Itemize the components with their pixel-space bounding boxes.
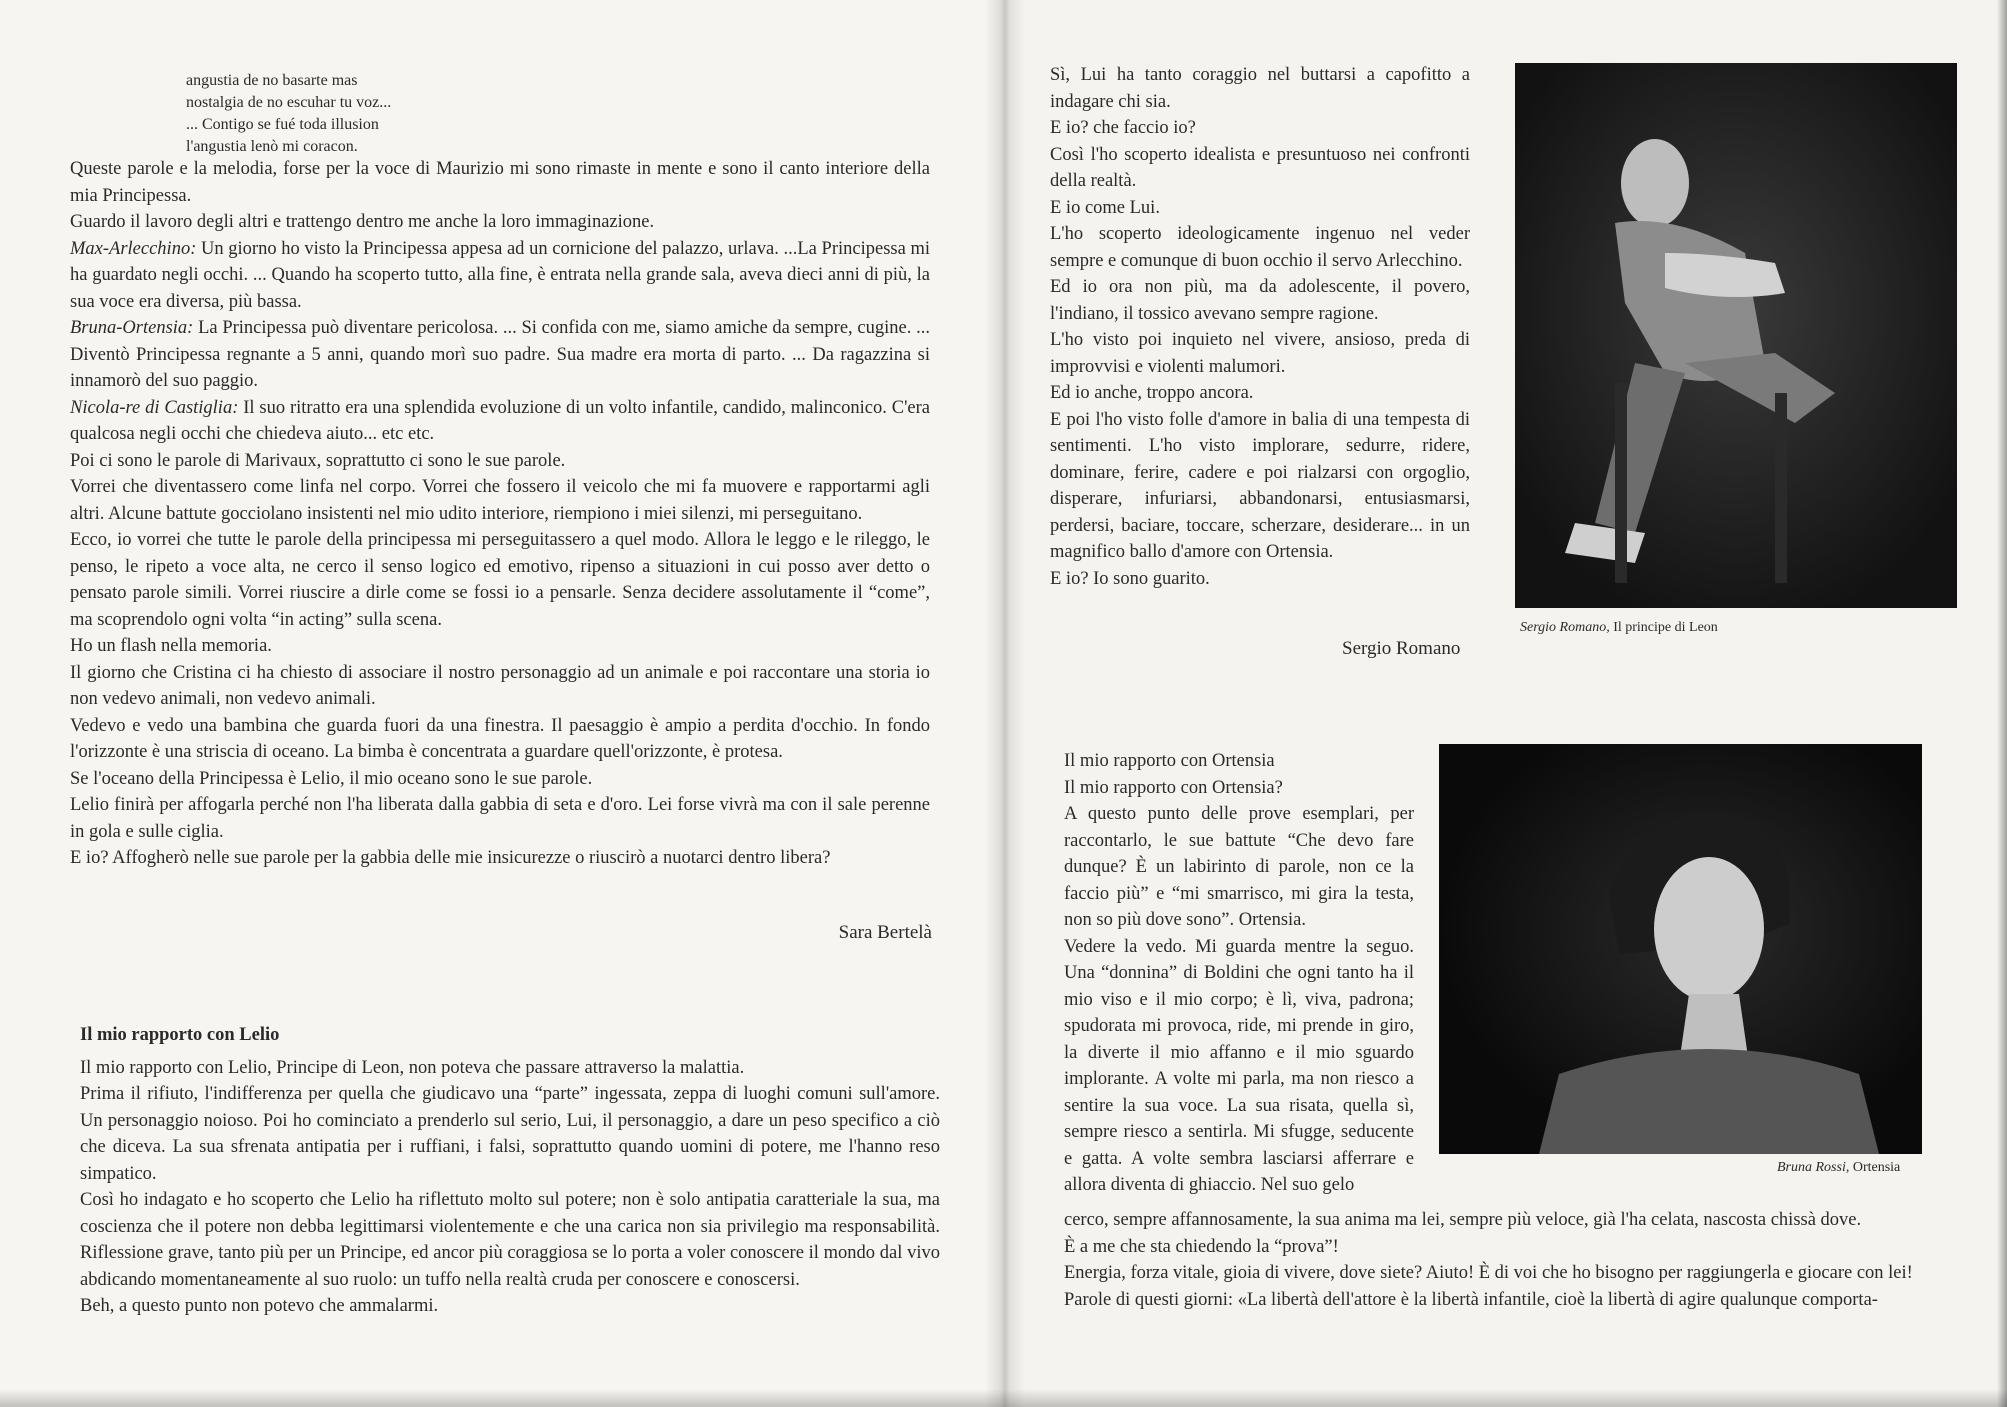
speaker-text: Un giorno ho visto la Principessa appesa ad un cornicione del palazzo, urlava. ...La Principessa mi ha guardato negli occhi. ... Quando ha scoperto tutto, alla fine, è entrata nella grande sala, aveva dieci anni di più, la sua voce era diversa, più bassa. (70, 238, 930, 312)
paragraph: Ed io anche, troppo ancora. (1050, 383, 1254, 403)
signature-sergio-romano: Sergio Romano (1342, 638, 1461, 659)
woman-portrait-photo (1439, 744, 1922, 1154)
speaker-text: Il suo ritratto era una splendida evoluzione di un volto infantile, candido, malinconico. C'era qualcosa negli occhi che chiedeva aiuto... etc etc. (70, 397, 930, 444)
paragraph: Il mio rapporto con Ortensia? (1064, 777, 1283, 798)
poem-line: nostalgia de no escuhar tu voz... (186, 94, 392, 111)
right-top-text (1050, 62, 1470, 592)
paragraph: Vedere la vedo. Mi guarda mentre la seguo. Una “donnina” di Boldini che ogni tanto ha il mio viso e il mio corpo; è lì, viva, padrona; spudorata mi provoca, ride, mi prende in giro, la diverte il mio affanno e il mio sguardo implorante. A volte mi parla, ma non riesco a sentire la sua voce. La sua risata, quella sì, sempre riesco a sentirla. Mi sfugge, seducente e gatta. A volte sembra lasciarsi afferrare e allora diventa di ghiaccio. Nel suo gelo (1064, 936, 1414, 1195)
paragraph: È a me che sta chiedendo la “prova”! (1064, 1236, 1339, 1257)
poem-quote (186, 70, 391, 158)
left-page (0, 0, 1000, 1407)
paragraph: Ho un flash nella memoria. (70, 636, 272, 656)
poem-line: ... Contigo se fué toda illusion (186, 116, 379, 133)
section-heading-lelio: Il mio rapporto con Lelio (80, 1025, 280, 1045)
photo-bruna-rossi (1439, 744, 1922, 1154)
book-gutter (985, 0, 1025, 1407)
paragraph: Vedevo e vedo una bambina che guarda fuori da una finestra. Il paesaggio è ampio a perdita d'occhio. In fondo l'orizzonte è una striscia di oceano. La bimba è concentrata a guardare quell'orizzonte, è protesa. (70, 715, 930, 762)
paragraph: Guardo il lavoro degli altri e trattengo dentro me anche la loro immaginazione. (70, 212, 655, 232)
photo-caption-bruna (1777, 1160, 1900, 1176)
poem-line: l'angustia lenò mi coracon. (186, 138, 358, 155)
speaker-label: Max-Arlecchino: (70, 238, 197, 259)
speaker-text: La Principessa può diventare pericolosa. ... Si confida con me, siamo amiche da sempre, cugine. ... Diventò Principessa regnante a 5 anni, quando morì suo padre. Sua madre era morta di parto. ... Da ragazzina si innamorò del suo paggio. (70, 318, 930, 391)
speaker-label: Nicola-re di Castiglia: (70, 397, 239, 418)
paragraph: E io? che faccio io? (1050, 118, 1196, 138)
paragraph: L'ho visto poi inquieto nel vivere, ansioso, preda di improvvisi e violenti malumori. (1050, 330, 1470, 377)
seated-man-photo (1515, 63, 1957, 608)
paragraph: Così ho indagato e ho scoperto che Lelio ha riflettuto molto sul potere; non è solo antipatia caratteriale la sua, ma coscienza che il potere non debba legittimarsi violentemente e che una carica non sia privilegio ma responsabilità. Riflessione grave, tanto più per un Principe, ed ancor più coraggiosa se lo porta a voler conoscere il mondo dal vivo abdicando momentaneamente al suo ruolo: un tuffo nella realtà cruda per conoscere e conoscersi. (80, 1190, 940, 1290)
paragraph: Vorrei che diventassero come linfa nel corpo. Vorrei che fossero il veicolo che mi fa muovere e rapportarmi agli altri. Alcune battute gocciolano insistenti nel mio udito interiore, riempiono i miei silenzi, mi perseguitano. (70, 477, 930, 524)
photo-sergio-romano (1515, 63, 1957, 608)
right-page (1000, 0, 2007, 1407)
paragraph: Il giorno che Cristina ci ha chiesto di associare il nostro personaggio ad un animale e poi raccontare una storia io non vedevo animali, non vedevo animali. (70, 662, 930, 709)
caption-role: Ortensia (1849, 1160, 1901, 1175)
paragraph: E io? Io sono guarito. (1050, 568, 1210, 589)
paragraph: Queste parole e la melodia, forse per la voce di Maurizio mi sono rimaste in mente e sono il canto interiore della mia Principessa. (70, 159, 930, 206)
paragraph: Se l'oceano della Principessa è Lelio, il mio oceano sono le sue parole. (70, 768, 593, 789)
page-edge-shadow (1997, 0, 2007, 1407)
section-heading-ortensia: Il mio rapporto con Ortensia (1064, 751, 1275, 771)
ortensia-continued (1064, 1207, 1934, 1313)
paragraph: cerco, sempre affannosamente, la sua anima ma lei, sempre più veloce, già l'ha celata, nascosta chissà dove. (1064, 1210, 1862, 1230)
bottom-edge-shadow (0, 1389, 2007, 1407)
poem-line: angustia de no basarte mas (186, 72, 358, 89)
paragraph: E io? Affogherò nelle sue parole per la gabbia delle mie insicurezze o riuscirò a nuotarci dentro libera? (70, 848, 831, 868)
lelio-section (80, 1022, 940, 1320)
paragraph (70, 315, 930, 395)
paragraph: Poi ci sono le parole di Marivaux, soprattutto ci sono le sue parole. (70, 450, 566, 471)
paragraph: Così l'ho scoperto idealista e presuntuoso nei confronti della realtà. (1050, 144, 1470, 191)
speaker-label: Bruna-Ortensia: (70, 318, 194, 338)
paragraph: Sì, Lui ha tanto coraggio nel buttarsi a capofitto a indagare chi sia. (1050, 65, 1470, 112)
paragraph (70, 236, 930, 316)
paragraph (70, 395, 930, 448)
paragraph: L'ho scoperto ideologicamente ingenuo nel veder sempre e comunque di buon occhio il servo Arlecchino. (1050, 224, 1470, 271)
paragraph: Parole di questi giorni: «La libertà dell'attore è la libertà infantile, cioè la libertà di agire qualunque comporta- (1064, 1289, 1878, 1310)
paragraph: A questo punto delle prove esemplari, per raccontarlo, le sue battute “Che devo fare dunque? È un labirinto di parole, non ce la faccio più” e “mi smarrisco, mi gira la testa, non so più dove sono”. Ortensia. (1064, 804, 1414, 930)
photo-caption-sergio (1520, 620, 1718, 636)
paragraph: E io come Lui. (1050, 197, 1160, 218)
caption-role: Il principe di Leon (1609, 620, 1718, 635)
paragraph: Prima il rifiuto, l'indifferenza per quella che giudicavo una “parte” ingessata, zeppa di luoghi comuni sull'amore. Un personaggio noioso. Poi ho cominciato a prenderlo sul serio, Lui, il personaggio, a dare un peso specifico a ciò che diceva. La sua sfrenata antipatia per i ruffiani, i falsi, soprattutto quando uomini di potere, me l'hanno reso simpatico. (80, 1084, 940, 1184)
paragraph: E poi l'ho visto folle d'amore in balia di una tempesta di sentimenti. L'ho visto implorare, sedurre, ridere, dominare, ferire, cadere e poi rialzarsi con orgoglio, disperare, infuriarsi, abbandonarsi, entusiasmarsi, perdersi, baciare, toccare, scherzare, desiderare... in un magnifico ballo d'amore con Ortensia. (1050, 409, 1470, 562)
paragraph: Il mio rapporto con Lelio, Principe di Leon, non poteva che passare attraverso la malattia. (80, 1057, 745, 1078)
left-body-text (70, 156, 930, 872)
signature-sara-bertela: Sara Bertelà (838, 922, 932, 943)
paragraph: Ed io ora non più, ma da adolescente, il povero, l'indiano, il tossico avevano sempre ragione. (1050, 277, 1470, 324)
paragraph: Energia, forza vitale, gioia di vivere, dove siete? Aiuto! È di voi che ho bisogno per raggiungerla e giocare con lei! (1064, 1263, 1913, 1283)
paragraph: Lelio finirà per affogarla perché non l'ha liberata dalla gabbia di seta e d'oro. Lei forse vivrà ma con il sale perenne in gola e sulle ciglia. (70, 795, 930, 842)
caption-name: Sergio Romano, (1520, 620, 1610, 635)
caption-name: Bruna Rossi, (1777, 1160, 1850, 1175)
paragraph: Ecco, io vorrei che tutte le parole della principessa mi perseguitassero a quel modo. Allora le leggo e le rileggo, le penso, le ripeto a voce alta, ne cerco il senso logico ed emotivo, ripenso a situazioni in cui posso aver detto o pensato parole simili. Vorrei riuscire a dirle come se fossi io a pensarle. Senza decidere assolutamente il “come”, ma scoprendolo ogni volta “in acting” sulla scena. (70, 530, 930, 630)
ortensia-section (1064, 748, 1414, 1199)
paragraph: Beh, a questo punto non potevo che ammalarmi. (80, 1296, 439, 1316)
